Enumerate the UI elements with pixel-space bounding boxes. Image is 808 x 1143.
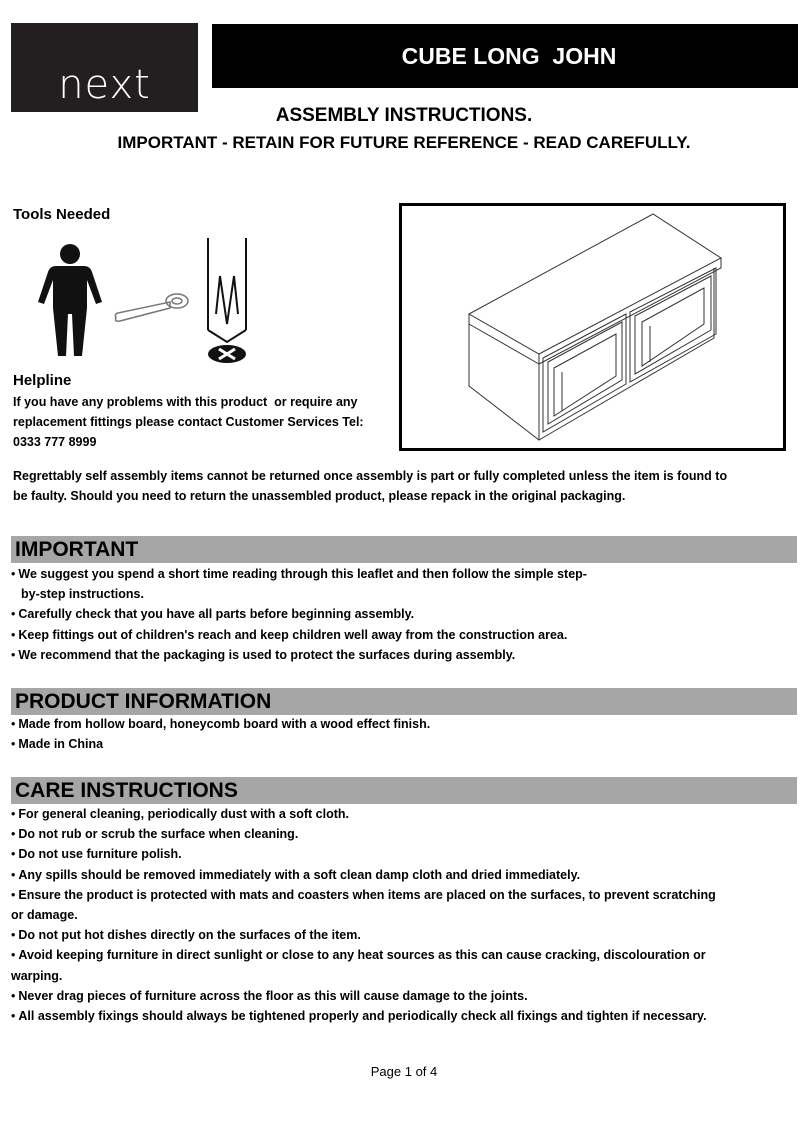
logo-text: next: [58, 62, 151, 108]
product-title: CUBE LONG JOHN: [401, 42, 617, 69]
important-section-header: IMPORTANT: [11, 536, 797, 563]
list-item: • For general cleaning, periodically dust with a soft cloth.: [11, 804, 801, 824]
list-item: • Do not rub or scrub the surface when cleaning.: [11, 824, 801, 844]
page-heading: ASSEMBLY INSTRUCTIONS.: [275, 105, 533, 126]
list-item: • Avoid keeping furniture in direct sunlight or close to any heat sources as this can cause cracking, discolouration or: [11, 945, 801, 965]
returns-line: Regrettably self assembly items cannot be returned once assembly is part or fully completed unless the item is found to: [13, 469, 728, 483]
list-item-continuation: by-step instructions.: [21, 587, 144, 602]
no-power-tool-icon: [208, 345, 246, 363]
list-item: • Do not put hot dishes directly on the surfaces of the item.: [11, 925, 801, 945]
care-section-header: CARE INSTRUCTIONS: [11, 777, 797, 804]
list-item: • Any spills should be removed immediately with a soft clean damp cloth and dried immediately.: [11, 865, 801, 885]
product-illustration-frame: [399, 203, 786, 451]
returns-notice: [13, 466, 793, 506]
returns-line: be faulty. Should you need to return the unassembled product, please repack in the original packaging.: [13, 489, 626, 503]
helpline-line: If you have any problems with this product or require any: [13, 395, 358, 409]
list-item: • Made from hollow board, honeycomb board with a wood effect finish.: [11, 714, 801, 734]
cabinet-illustration: [402, 206, 783, 448]
helpline-title: Helpline: [13, 372, 72, 389]
list-item-continuation: warping.: [11, 968, 63, 983]
list-item: • Never drag pieces of furniture across the floor as this will cause damage to the joints.: [11, 986, 801, 1006]
list-item: • Do not use furniture polish.: [11, 844, 801, 864]
allen-key-icon: [115, 294, 188, 321]
list-item: • We suggest you spend a short time reading through this leaflet and then follow the simple step-: [11, 564, 801, 584]
list-item: • Made in China: [11, 734, 801, 754]
list-item: • Keep fittings out of children's reach and keep children well away from the construction area.: [11, 625, 801, 645]
helpline-text: [13, 392, 398, 452]
list-item-continuation: or damage.: [11, 908, 78, 923]
tools-illustration: [30, 238, 260, 368]
tools-title: Tools Needed: [13, 206, 111, 223]
page-subheading: IMPORTANT - RETAIN FOR FUTURE REFERENCE - READ CAREFULLY.: [117, 133, 691, 152]
list-item: • We recommend that the packaging is used to protect the surfaces during assembly.: [11, 645, 801, 665]
product-info-list: [11, 714, 801, 754]
list-item: • All assembly fixings should always be tightened properly and periodically check all fixings and tighten if necessary.: [11, 1006, 801, 1026]
product-title-bar: [212, 24, 798, 88]
care-list: [11, 804, 801, 1026]
helpline-line: replacement fittings please contact Customer Services Tel:: [13, 415, 364, 429]
product-info-section-header: PRODUCT INFORMATION: [11, 688, 797, 715]
person-icon: [38, 244, 102, 356]
important-list: [11, 564, 801, 665]
page-number: Page 1 of 4: [370, 1064, 438, 1079]
helpline-phone: 0333 777 8999: [13, 435, 97, 449]
brand-logo: [11, 23, 198, 112]
list-item: • Ensure the product is protected with mats and coasters when items are placed on the surfaces, to prevent scratching: [11, 885, 801, 905]
list-item: • Carefully check that you have all parts before beginning assembly.: [11, 604, 801, 624]
screwdriver-icon: [208, 238, 246, 342]
